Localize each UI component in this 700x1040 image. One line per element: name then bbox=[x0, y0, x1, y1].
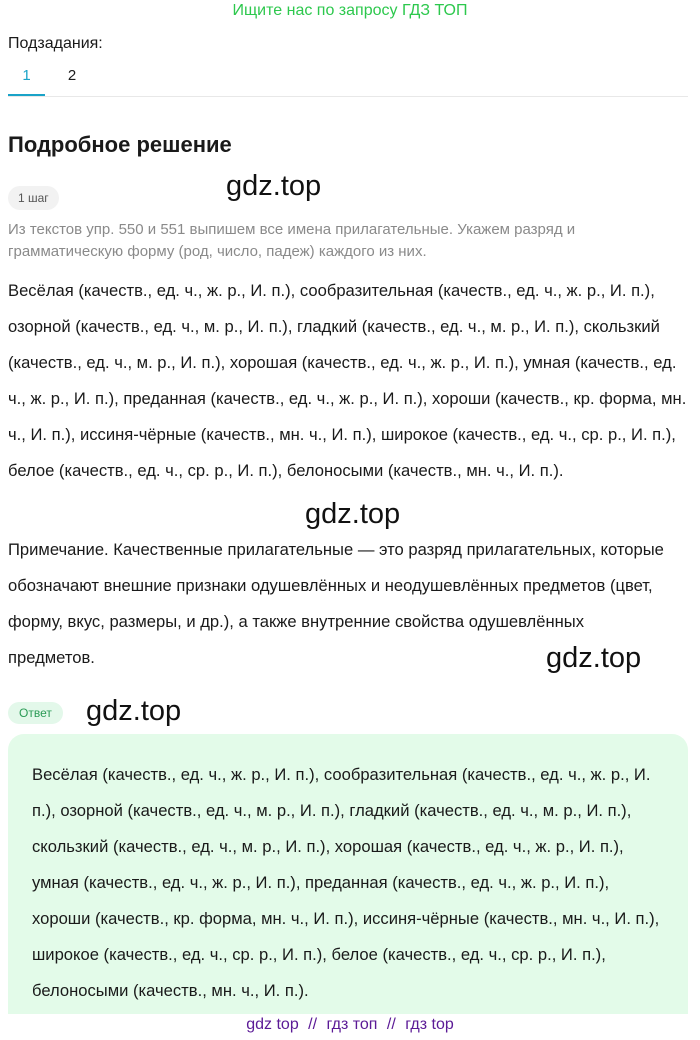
answer-box bbox=[8, 734, 688, 1014]
tab-subtask-2[interactable]: 2 bbox=[67, 67, 77, 84]
search-hint-banner: Ищите нас по запросу ГДЗ ТОП bbox=[232, 2, 468, 19]
solution-text: Весёлая (качеств., ед. ч., ж. р., И. п.), сообразительная (качеств., ед. ч., ж. р., И. п.), озорной (качеств., ед. ч., м. р., И. п.), гладкий (качеств., ед. ч., м. р., И. п.), скользкий (качеств., ед. ч., м. р., И. п.), хорошая (качеств., ед. ч., ж. р., И. п.), умная (качеств., ед. ч., ж. р., И. п.), преданная (качеств., ед. ч., ж. р., И. п.), хороши (качеств., кр. форма, мн. ч., И. п.), иссиня-чёрные (качеств., мн. ч., И. п.), широкое (качеств., ед. ч., ср. р., И. п.), белое (качеств., ед. ч., ср. р., И. п.), белоносыми (качеств., мн. ч., И. п.). bbox=[8, 281, 687, 480]
footer-links bbox=[0, 1014, 700, 1036]
footer-link-gdz-top-ru[interactable]: гдз топ bbox=[326, 1016, 378, 1033]
note-text: Примечание. Качественные прилагательные — это разряд прилагательных, которые обозначают внешние признаки одушевлённых и неодушевлённых предметов (цвет, форму, вкус, размеры, и др.), а также внутренние свойства одушевлённых предметов. bbox=[8, 540, 664, 667]
watermark: gdz.top bbox=[226, 170, 322, 202]
step-description: Из текстов упр. 550 и 551 выпишем все имена прилагательные. Укажем разряд и грамматическую форму (род, число, падеж) каждого из них. bbox=[8, 221, 576, 260]
footer-separator: // bbox=[386, 1016, 396, 1033]
solution-title: Подробное решение bbox=[8, 132, 232, 157]
watermark: gdz.top bbox=[546, 642, 642, 674]
footer-link-gdz-top[interactable]: gdz top bbox=[246, 1016, 299, 1033]
tab-subtask-1[interactable]: 1 bbox=[8, 64, 45, 96]
watermark: gdz.top bbox=[86, 695, 182, 727]
answer-text: Весёлая (качеств., ед. ч., ж. р., И. п.), сообразительная (качеств., ед. ч., ж. р., И. п.), озорной (качеств., ед. ч., м. р., И. п.), гладкий (качеств., ед. ч., м. р., И. п.), скользкий (качеств., ед. ч., м. р., И. п.), хорошая (качеств., ед. ч., ж. р., И. п.), умная (качеств., ед. ч., ж. р., И. п.), преданная (качеств., ед. ч., ж. р., И. п.), хороши (качеств., кр. форма, мн. ч., И. п.), иссиня-чёрные (качеств., мн. ч., И. п.), широкое (качеств., ед. ч., ср. р., И. п.), белое (качеств., ед. ч., ср. р., И. п.), белоносыми (качеств., мн. ч., И. п.). bbox=[32, 765, 660, 1000]
step-badge: 1 шаг bbox=[8, 186, 59, 210]
answer-badge: Ответ bbox=[8, 702, 63, 724]
footer-link-gdz-top-mixed[interactable]: гдз top bbox=[405, 1016, 454, 1033]
footer-separator: // bbox=[308, 1016, 318, 1033]
subtask-tabs bbox=[8, 64, 688, 97]
watermark: gdz.top bbox=[305, 498, 401, 530]
subtasks-label: Подзадания: bbox=[8, 35, 103, 52]
